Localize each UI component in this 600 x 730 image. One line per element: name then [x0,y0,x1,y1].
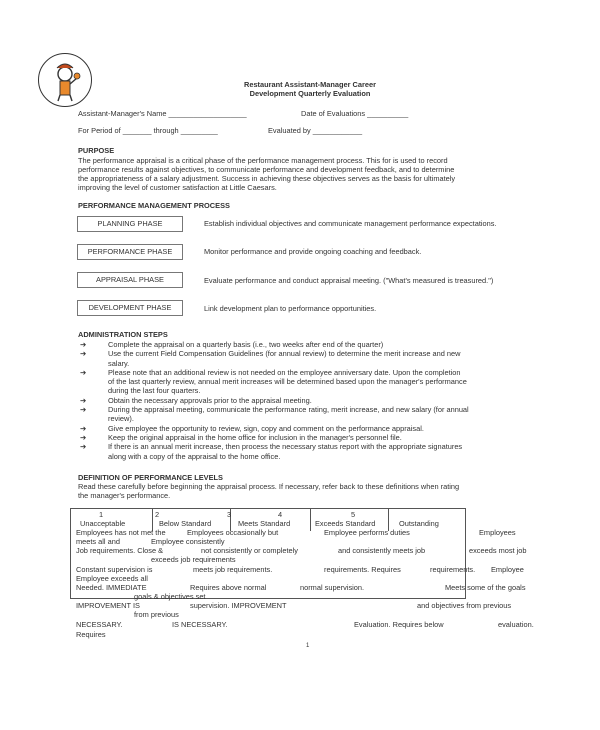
level-number: 3 [227,510,232,519]
definition-text: Job requirements. Close & [76,546,164,555]
level-number: 1 [99,510,104,519]
development-phase-box: DEVELOPMENT PHASE [77,300,183,316]
levels-heading: DEFINITION OF PERFORMANCE LEVELS [78,473,223,482]
performance-phase-box: PERFORMANCE PHASE [77,244,183,260]
level-name: Below Standard [159,519,212,528]
arrow-icon: ➔ [80,405,87,415]
appraisal-phase-desc: Evaluate performance and conduct appraisal meeting. ("What's measured is treasured.") [204,276,494,285]
column-divider [310,508,311,531]
purpose-text-line: The performance appraisal is a critical phase of the performance management process. This for is used to record [78,156,448,165]
definition-text: meets job requirements. [193,565,273,574]
definition-text: exceeds job requirements [151,555,236,564]
level-number: 2 [155,510,160,519]
definition-text: Employee performs duties [324,528,410,537]
definition-text: Employee [491,565,524,574]
arrow-icon: ➔ [80,395,87,405]
doc-title-line2: Development Quarterly Evaluation [249,89,371,98]
company-logo [38,53,92,107]
definition-text: IS NECESSARY. [172,620,228,629]
manager-name-field[interactable]: Assistant-Manager's Name ___________________ [78,109,247,118]
level-number: 4 [278,510,283,519]
arrow-icon: ➔ [80,367,87,377]
definition-text: meets all and [76,537,120,546]
definition-text: Constant supervision is [76,565,153,574]
purpose-text-line: performance results against objectives, to communicate performance and development feedback, and to determine [78,165,455,174]
definition-text: and objectives from previous [417,601,512,610]
definition-text: requirements. [430,565,476,574]
page-number: 1 [306,643,310,649]
definition-text: Requires [76,630,106,639]
list-item: ➔ Use the current Field Compensation Guidelines (for annual review) to determine the merit increase and new salary. [80,349,461,368]
arrow-icon: ➔ [80,432,87,442]
list-item: ➔ If there is an annual merit increase, then process the necessary status report with the appropriate signatures along with a copy of the appraisal to the home office. [80,442,463,461]
arrow-icon: ➔ [80,349,87,359]
evaluation-date-field[interactable]: Date of Evaluations __________ [301,109,409,118]
definition-text: requirements. Requires [324,565,401,574]
definition-text: from previous [134,610,179,619]
definition-text: normal supervision. [300,583,365,592]
definition-text: Meets some of the goals [445,583,526,592]
admin-heading: ADMINISTRATION STEPS [78,330,168,339]
definition-text: Employees [479,528,516,537]
definition-text: evaluation. [498,620,534,629]
levels-intro-line: the manager's performance. [78,491,171,500]
planning-phase-desc: Establish individual objectives and communicate management performance expectations. [204,219,497,228]
definition-text: Employees occasionally but [187,528,279,537]
levels-intro-line: Read these carefully before beginning the appraisal process. If necessary, refer back to these definitions when rating [78,482,460,491]
arrow-icon: ➔ [80,340,87,349]
definition-text: not consistently or completely [201,546,298,555]
purpose-text-line: the appropriateness of a salary adjustment. Success in achieving these objectives serves as the basis for ultimately [78,174,456,183]
list-item: ➔ Complete the appraisal on a quarterly basis (i.e., two weeks after end of the quarter) [80,340,384,349]
definition-text: Evaluation. Requires below [354,620,444,629]
purpose-heading: PURPOSE [78,146,115,155]
purpose-text-line: improving the level of customer satisfaction at Little Caesars. [78,183,277,192]
arrow-icon: ➔ [80,423,87,433]
list-item: ➔ Keep the original appraisal in the home office for inclusion in the manager's personnel file. [80,432,402,442]
level-name: Outstanding [399,519,439,528]
definition-text: supervision. IMPROVEMENT [190,601,287,610]
pmp-heading: PERFORMANCE MANAGEMENT PROCESS [78,201,230,210]
development-phase-desc: Link development plan to performance opportunities. [204,304,377,313]
list-item: ➔ Obtain the necessary approvals prior to the appraisal meeting. [80,395,312,405]
list-item: ➔ Give employee the opportunity to review, sign, copy and comment on the performance appraisal. [80,423,424,433]
doc-title-line1: Restaurant Assistant-Manager Career [244,80,376,89]
level-name: Exceeds Standard [315,519,376,528]
definition-text: IMPROVEMENT IS [76,601,140,610]
appraisal-phase-box: APPRAISAL PHASE [77,272,183,288]
definition-text: goals & objectives set [134,592,206,601]
definition-text: Employee exceeds all [76,574,148,583]
definition-text: exceeds most job [469,546,527,555]
level-number: 5 [351,510,356,519]
planning-phase-box: PLANNING PHASE [77,216,183,232]
level-name: Meets Standard [238,519,291,528]
definition-text: and consistently meets job [338,546,426,555]
definition-text: Employees has not met the [76,528,166,537]
level-name: Unacceptable [80,519,126,528]
admin-steps-list [80,340,550,461]
definition-text: Requires above normal [190,583,267,592]
period-field[interactable]: For Period of _______ through _________ [78,126,218,135]
definition-text: Needed. IMMEDIATE [76,583,147,592]
arrow-icon: ➔ [80,442,87,452]
definition-text: NECESSARY. [76,620,123,629]
list-item: ➔ During the appraisal meeting, communicate the performance rating, merit increase, and new salary (for annual review). [80,405,469,424]
definition-text: Employee consistently [151,537,225,546]
performance-phase-desc: Monitor performance and provide ongoing coaching and feedback. [204,247,422,256]
list-item: ➔ Please note that an additional review is not needed on the employee anniversary date. Upon the completion of the last quarterly review, annual merit increases will be determined based upon the manager's performance during the last four quarters. [80,367,467,396]
evaluated-by-field[interactable]: Evaluated by ____________ [268,126,363,135]
